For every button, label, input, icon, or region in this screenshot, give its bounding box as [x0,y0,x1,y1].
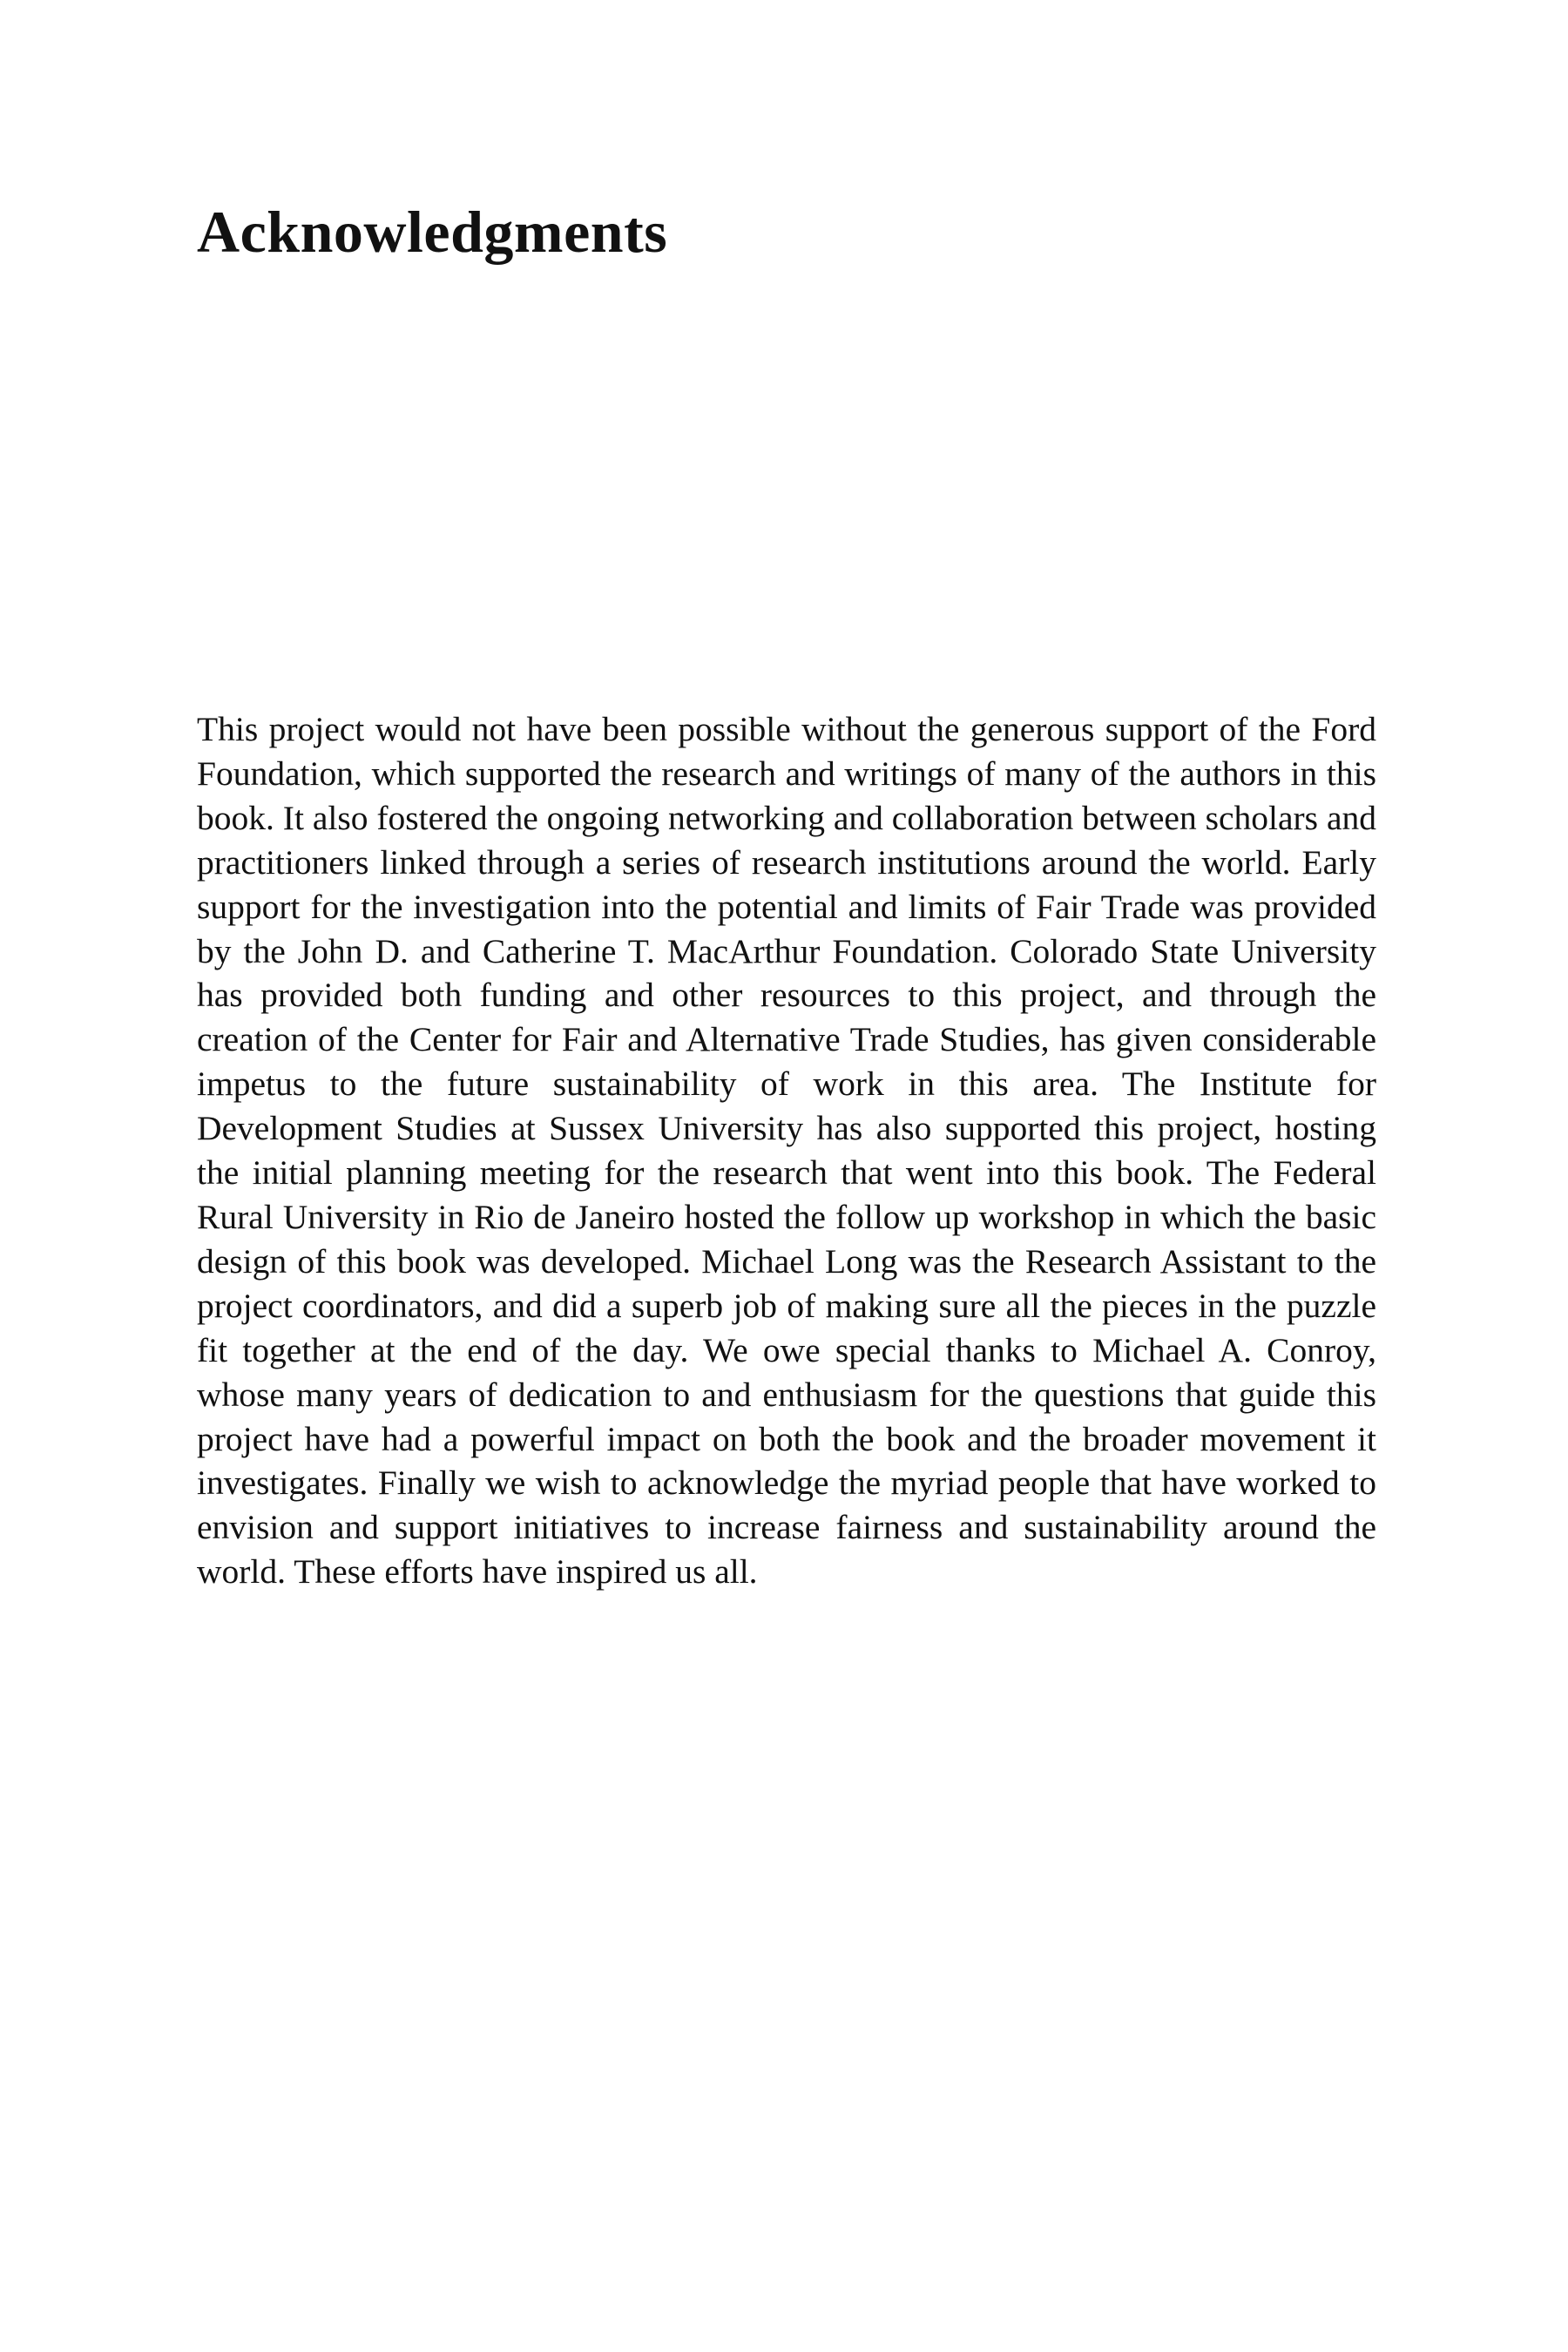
page-title: Acknowledgments [197,199,668,265]
acknowledgments-paragraph: This project would not have been possible without the generous support of the Ford Foundation, which supported the research and writings of many of the authors in this book. It also fostered the ongoing networking and collaboration between scholars and practitioners linked through a series of research institutions around the world. Early support for the investigation into the potential and limits of Fair Trade was provided by the John D. and Catherine T. MacArthur Foundation. Colorado State University has provided both funding and other resources to this project, and through the creation of the Center for Fair and Alternative Trade Studies, has given considerable impetus to the future sustainability of work in this area. The Institute for Development Studies at Sussex University has also supported this project, hosting the initial planning meeting for the research that went into this book. The Federal Rural University in Rio de Janeiro hosted the follow up workshop in which the basic design of this book was developed. Michael Long was the Research Assistant to the project coordinators, and did a superb job of making sure all the pieces in the puzzle fit together at the end of the day. We owe special thanks to Michael A. Conroy, whose many years of dedication to and enthusiasm for the questions that guide this project have had a powerful impact on both the book and the broader movement it investigates. Finally we wish to acknowledge the myriad people that have worked to envision and support initiatives to increase fairness and sustainability around the world. These efforts have inspired us all. [197,710,1376,1592]
